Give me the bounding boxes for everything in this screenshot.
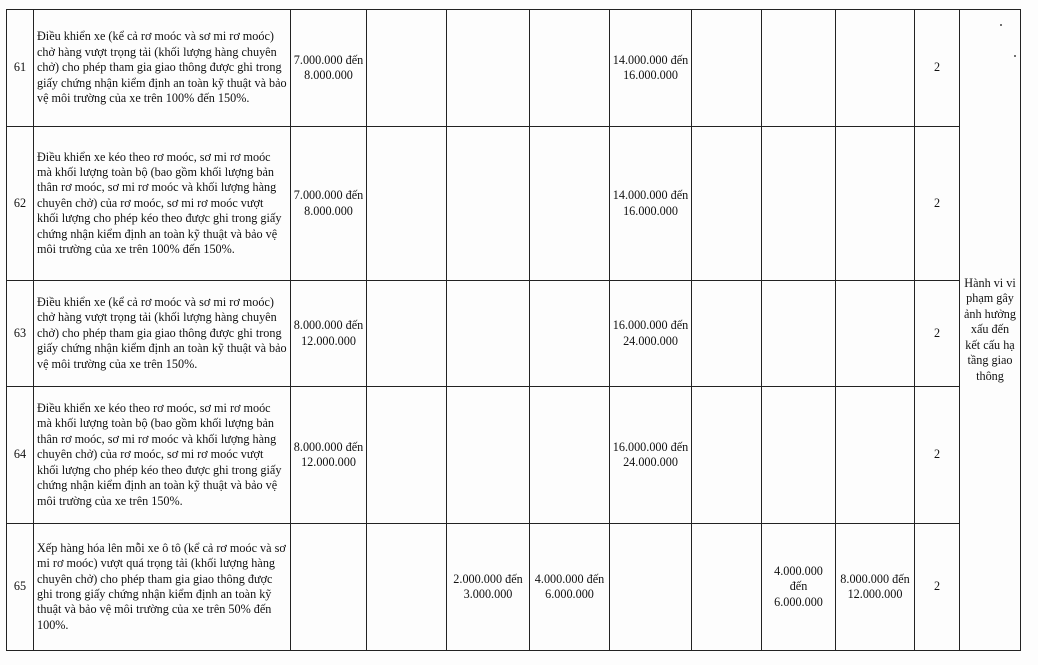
fine-cell <box>836 281 915 387</box>
points-deducted: 2 <box>915 10 960 127</box>
fine-cell <box>692 281 762 387</box>
fine-cell: 16.000.000 đến 24.000.000 <box>610 281 692 387</box>
points-deducted: 2 <box>915 387 960 524</box>
fine-cell <box>530 127 610 281</box>
violation-description: Xếp hàng hóa lên mỗi xe ô tô (kể cả rơ moóc và sơ mi rơ moóc) vượt quá trọng tải (khối lượng hàng chuyên chở) cho phép tham gia giao thông được ghi trong giấy chứng nhận kiểm định an toàn kỹ thuật và bảo vệ môi trường của xe trên 50% đến 100%. <box>34 524 291 651</box>
fine-cell: 7.000.000 đến 8.000.000 <box>291 127 367 281</box>
row-number: 63 <box>7 281 34 387</box>
fine-cell: 7.000.000 đến 8.000.000 <box>291 10 367 127</box>
fine-cell <box>836 10 915 127</box>
fine-cell: 14.000.000 đến 16.000.000 <box>610 127 692 281</box>
fine-cell <box>367 387 447 524</box>
fine-cell <box>367 524 447 651</box>
fine-cell <box>836 127 915 281</box>
fine-cell: 8.000.000 đến 12.000.000 <box>291 387 367 524</box>
violation-description: Điều khiển xe (kể cả rơ moóc và sơ mi rơ moóc) chở hàng vượt trọng tải (khối lượng hàng chuyên chở) cho phép tham gia giao thông được ghi trong giấy chứng nhận kiểm định an toàn kỹ thuật và bảo vệ môi trường của xe trên 100% đến 150%. <box>34 10 291 127</box>
group-note: Hành vi vi phạm gây ảnh hưởng xấu đến kết cấu hạ tầng giao thông <box>960 10 1021 651</box>
scan-speck <box>1014 55 1016 57</box>
fine-cell <box>447 387 530 524</box>
fine-cell <box>530 387 610 524</box>
fine-cell <box>367 10 447 127</box>
fine-cell: 2.000.000 đến 3.000.000 <box>447 524 530 651</box>
fine-cell <box>762 127 836 281</box>
violation-description: Điều khiển xe kéo theo rơ moóc, sơ mi rơ moóc mà khối lượng toàn bộ (bao gồm khối lượng bản thân rơ moóc, sơ mi rơ moóc và khối lượng hàng chuyên chở) của rơ moóc, sơ mi rơ moóc vượt khối lượng cho phép kéo theo được ghi trong giấy chứng nhận kiểm định an toàn kỹ thuật và bảo vệ môi trường của xe trên 150%. <box>34 387 291 524</box>
violations-table <box>6 9 1021 651</box>
violation-description: Điều khiển xe kéo theo rơ moóc, sơ mi rơ moóc mà khối lượng toàn bộ (bao gồm khối lượng bản thân rơ moóc, sơ mi rơ moóc và khối lượng hàng chuyên chở) của rơ moóc, sơ mi rơ moóc vượt khối lượng cho phép kéo theo được ghi trong giấy chứng nhận kiểm định an toàn kỹ thuật và bảo vệ môi trường của xe trên 100% đến 150%. <box>34 127 291 281</box>
points-deducted: 2 <box>915 127 960 281</box>
row-number: 64 <box>7 387 34 524</box>
fine-cell <box>692 524 762 651</box>
fine-cell <box>762 387 836 524</box>
fine-cell <box>762 10 836 127</box>
table-row <box>7 127 1021 281</box>
points-deducted: 2 <box>915 524 960 651</box>
fine-cell <box>530 10 610 127</box>
fine-cell <box>447 10 530 127</box>
row-number: 61 <box>7 10 34 127</box>
row-number: 62 <box>7 127 34 281</box>
fine-cell: 14.000.000 đến 16.000.000 <box>610 10 692 127</box>
table-row <box>7 10 1021 127</box>
fine-cell <box>762 281 836 387</box>
fine-cell <box>447 281 530 387</box>
fine-cell: 16.000.000 đến 24.000.000 <box>610 387 692 524</box>
fine-cell <box>530 281 610 387</box>
violation-description: Điều khiển xe (kể cả rơ moóc và sơ mi rơ moóc) chở hàng vượt trọng tải (khối lượng hàng chuyên chở) cho phép tham gia giao thông được ghi trong giấy chứng nhận kiểm định an toàn kỹ thuật và bảo vệ môi trường của xe trên 150%. <box>34 281 291 387</box>
fine-cell: 8.000.000 đến 12.000.000 <box>291 281 367 387</box>
fine-cell <box>610 524 692 651</box>
fine-cell: 4.000.000 đến 6.000.000 <box>530 524 610 651</box>
scan-speck <box>1000 24 1002 26</box>
fine-cell <box>291 524 367 651</box>
table-row <box>7 524 1021 651</box>
fine-cell <box>367 281 447 387</box>
row-number: 65 <box>7 524 34 651</box>
fine-cell <box>447 127 530 281</box>
fine-cell <box>367 127 447 281</box>
fine-cell <box>692 10 762 127</box>
fine-cell <box>836 387 915 524</box>
fine-cell: 4.000.000 đến 6.000.000 <box>762 524 836 651</box>
points-deducted: 2 <box>915 281 960 387</box>
table-row <box>7 387 1021 524</box>
table-row <box>7 281 1021 387</box>
fine-cell: 8.000.000 đến 12.000.000 <box>836 524 915 651</box>
fine-cell <box>692 127 762 281</box>
fine-cell <box>692 387 762 524</box>
